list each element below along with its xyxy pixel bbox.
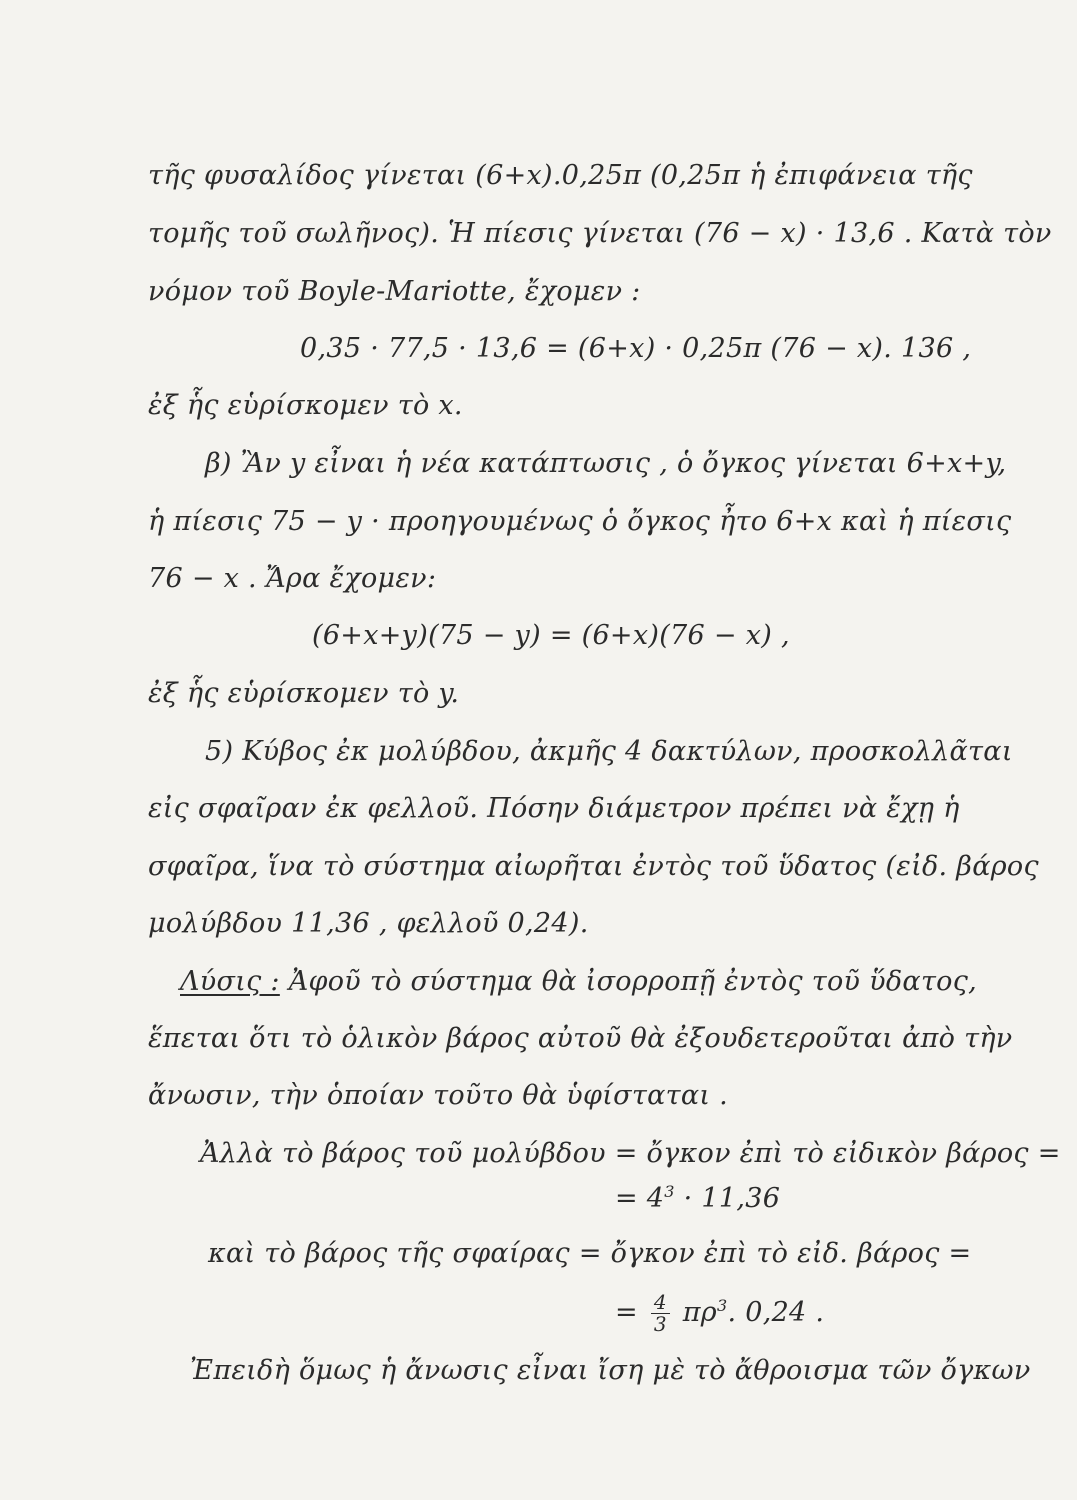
sphere-density: . 0,24 . <box>727 1297 825 1328</box>
text-line-22: Ἐπειδὴ ὅμως ἡ ἄνωσις εἶναι ἴση μὲ τὸ ἄθροισμα τῶν ὄγκων <box>190 1355 1031 1386</box>
text-line-1: τῆς φυσαλίδος γίνεται (6+x).0,25π (0,25π ἡ ἐπιφάνεια τῆς <box>148 160 973 191</box>
text-line-12: εἰς σφαῖραν ἐκ φελλοῦ. Πόσην διάμετρον πρέπει νὰ ἔχῃ ἡ <box>148 793 960 824</box>
text-line-17: ἄνωσιν, τὴν ὁποίαν τοῦτο θὰ ὑφίσταται . <box>148 1080 729 1111</box>
fraction-denominator: 3 <box>653 1312 667 1336</box>
solution-label: Λύσις : <box>180 966 280 997</box>
lead-weight-density: · 11,36 <box>674 1183 781 1214</box>
sphere-pi-rho: πρ <box>673 1297 717 1328</box>
text-line-16: ἕπεται ὅτι τὸ ὁλικὸν βάρος αὐτοῦ θὰ ἐξουδετεροῦται ἀπὸ τὴν <box>148 1023 1013 1054</box>
lead-weight-eq: = 4 <box>615 1183 665 1214</box>
equation-lead-weight <box>615 1182 780 1214</box>
text-line-3: νόμον τοῦ Boyle-Mariotte, ἔχομεν : <box>148 276 641 307</box>
bleed-through-shadow <box>600 150 1040 470</box>
fraction-four-thirds <box>651 1292 670 1335</box>
equation-boyle: 0,35 · 77,5 · 13,6 = (6+x) · 0,25π (76 − x). 136 , <box>300 333 972 364</box>
text-line-7: ἡ πίεσις 75 − y · προηγουμένως ὁ ὄγκος ἦτο 6+x καὶ ἡ πίεσις <box>148 506 1012 537</box>
fraction-numerator: 4 <box>651 1292 670 1314</box>
sphere-exp: 3 <box>716 1296 728 1315</box>
text-line-5: ἐξ ἧς εὑρίσκομεν τὸ x. <box>148 390 463 421</box>
equation-y: (6+x+y)(75 − y) = (6+x)(76 − x) , <box>312 620 790 651</box>
lead-weight-exp: 3 <box>664 1182 675 1201</box>
text-line-8: 76 − x . Ἄρα ἔχομεν: <box>148 563 437 594</box>
text-line-2: τομῆς τοῦ σωλῆνος). Ἡ πίεσις γίνεται (76 − x) · 13,6 . Κατὰ τὸν <box>148 218 1052 249</box>
problem-5-heading: 5) Κύβος ἐκ μολύβδου, ἀκμῆς 4 δακτύλων, προσκολλᾶται <box>205 736 1013 767</box>
sphere-eq-sign: = <box>615 1297 638 1328</box>
text-line-13: σφαῖρα, ἵνα τὸ σύστημα αἰωρῆται ἐντὸς τοῦ ὕδατος (εἰδ. βάρος <box>148 851 1039 882</box>
text-line-18: Ἀλλὰ τὸ βάρος τοῦ μολύβδου = ὄγκον ἐπὶ τὸ εἰδικὸν βάρος = <box>200 1138 1061 1169</box>
solution-text: Ἀφοῦ τὸ σύστημα θὰ ἰσορροπῇ ἐντὸς τοῦ ὕδατος, <box>279 966 978 997</box>
solution-line <box>180 966 977 997</box>
text-line-6: β) Ἂν y εἶναι ἡ νέα κατάπτωσις , ὁ ὄγκος γίνεται 6+x+y, <box>205 448 1007 479</box>
text-line-14: μολύβδου 11,36 , φελλοῦ 0,24). <box>148 908 589 939</box>
text-line-10: ἐξ ἧς εὑρίσκομεν τὸ y. <box>148 678 460 709</box>
equation-sphere-weight <box>615 1292 824 1335</box>
text-line-20: καὶ τὸ βάρος τῆς σφαίρας = ὄγκον ἐπὶ τὸ εἰδ. βάρος = <box>208 1238 972 1269</box>
